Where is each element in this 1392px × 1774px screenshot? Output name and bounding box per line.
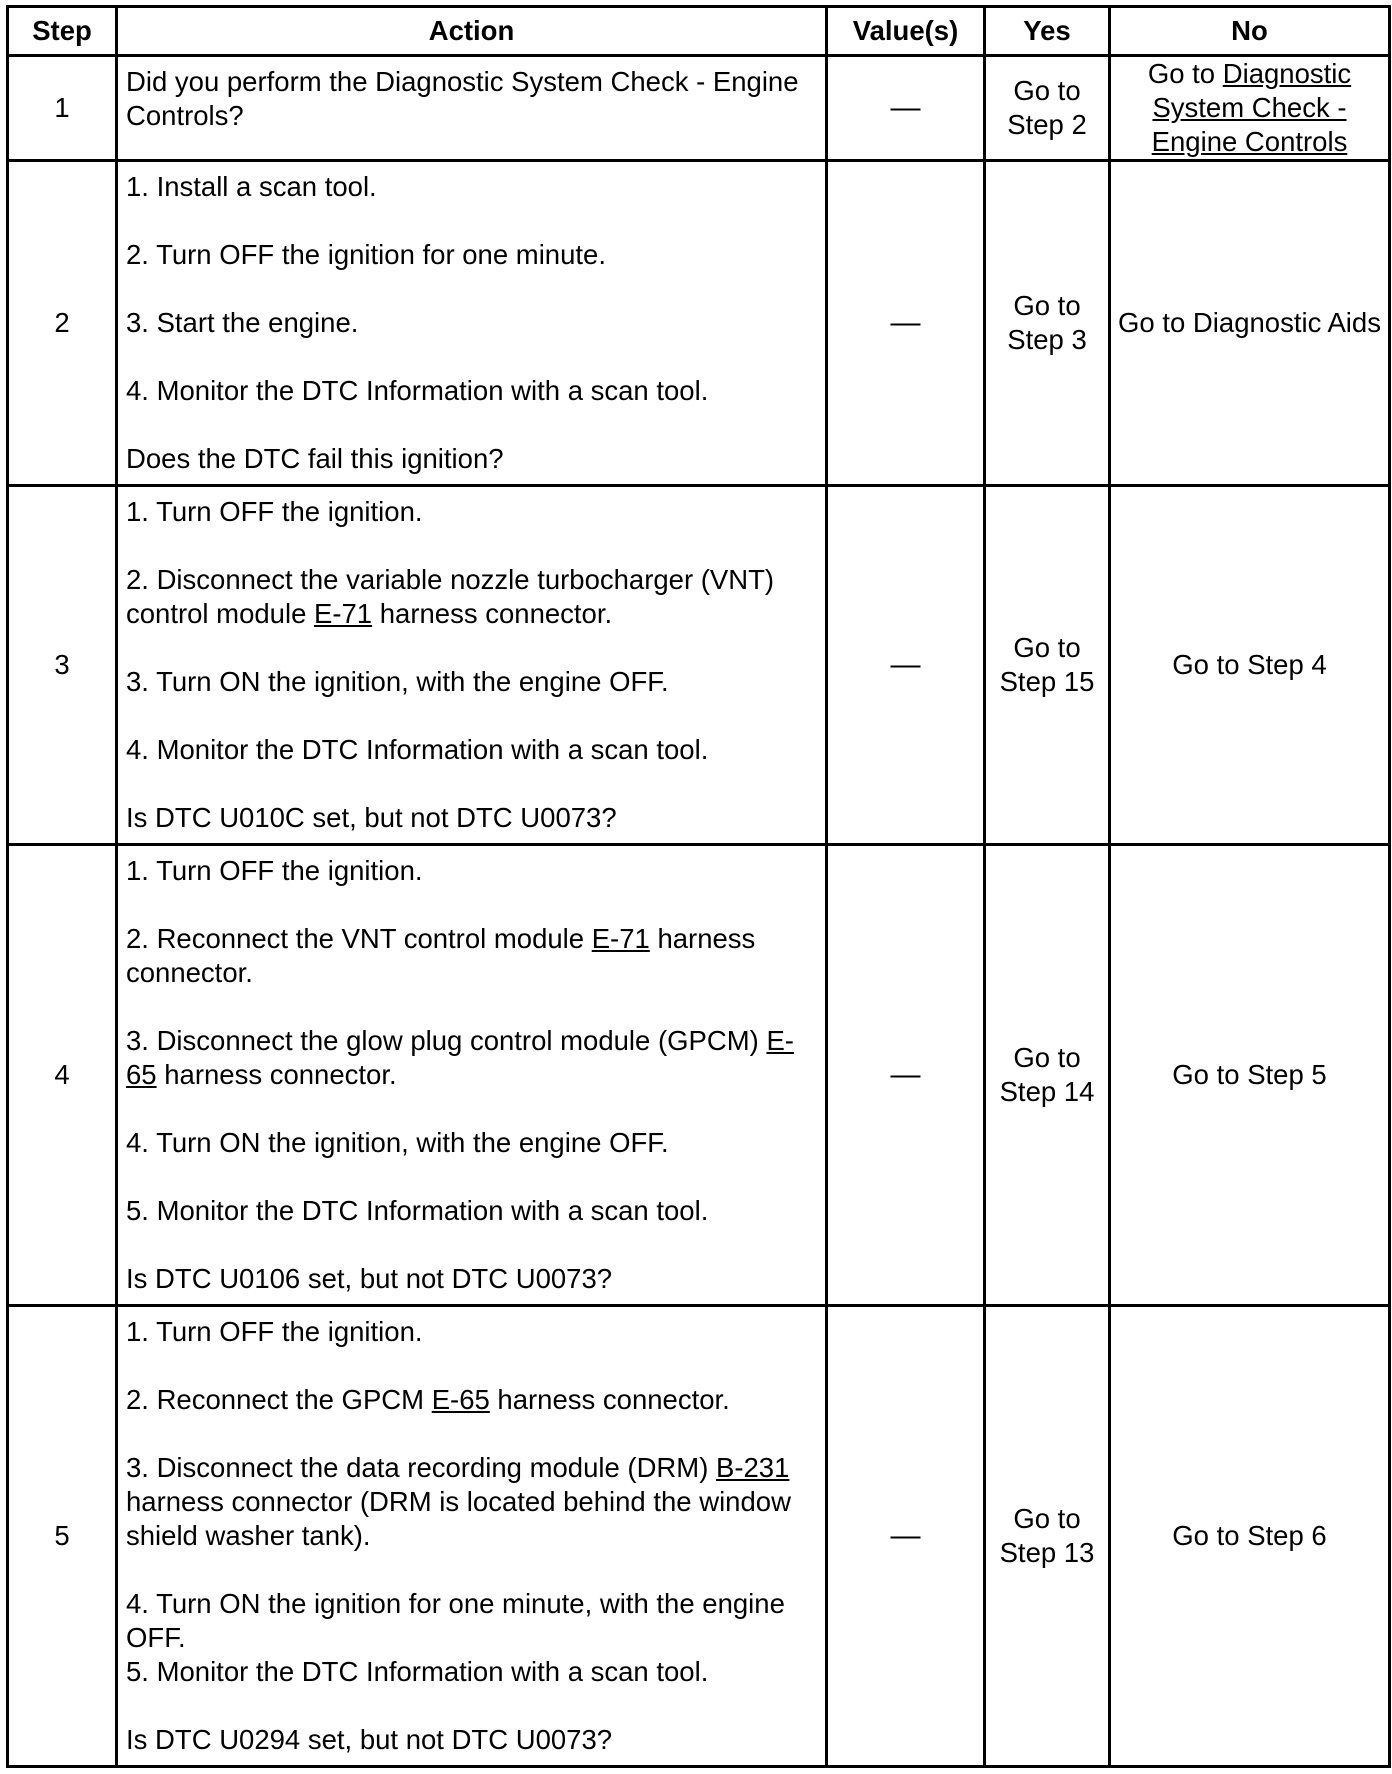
yes-cell: Go to Step 3 (985, 161, 1110, 486)
action-cell (117, 486, 827, 845)
action-text: harness connector (DRM is located behind the window shield washer tank). (126, 1486, 791, 1551)
table-row (8, 486, 1390, 845)
value-cell: — (827, 1306, 985, 1767)
no-text: Go to Step 6 (1172, 1520, 1327, 1551)
action-cell (117, 845, 827, 1306)
action-line: 1. Install a scan tool. (126, 171, 377, 202)
connector-link[interactable]: E-71 (314, 598, 373, 629)
connector-link[interactable]: E-65 (126, 1025, 794, 1090)
action-line: 1. Turn OFF the ignition. (126, 1316, 423, 1347)
table-row (8, 1306, 1390, 1767)
table-body (8, 56, 1390, 1767)
action-cell (117, 56, 827, 161)
action-line: Is DTC U0106 set, but not DTC U0073? (126, 1263, 613, 1294)
no-link[interactable]: Diagnostic System Check - Engine Controls (1151, 58, 1352, 157)
no-cell (1110, 56, 1390, 161)
value-cell: — (827, 161, 985, 486)
no-text: Go to (1147, 58, 1223, 89)
connector-link[interactable]: E-65 (431, 1384, 490, 1415)
header-yes: Yes (985, 7, 1110, 56)
action-line (126, 922, 815, 990)
action-text: harness connector. (126, 923, 756, 988)
action-line: 4. Turn ON the ignition, with the engine OFF. (126, 1127, 669, 1158)
action-line (126, 563, 815, 631)
action-text: 3. Disconnect the data recording module (DRM) (126, 1452, 716, 1483)
action-text: harness connector. (372, 598, 613, 629)
no-text: Go to Diagnostic Aids (1118, 307, 1381, 338)
action-text: 2. Disconnect the variable nozzle turbocharger (VNT) control module (126, 564, 775, 629)
no-cell (1110, 161, 1390, 486)
yes-cell: Go to Step 14 (985, 845, 1110, 1306)
action-line: 4. Turn ON the ignition for one minute, with the engine OFF. (126, 1588, 785, 1653)
action-text: 3. Disconnect the glow plug control module (GPCM) (126, 1025, 767, 1056)
header-no: No (1110, 7, 1390, 56)
step-number: 1 (8, 56, 117, 161)
table-row (8, 161, 1390, 486)
step-number: 5 (8, 1306, 117, 1767)
action-line: 5. Monitor the DTC Information with a scan tool. (126, 1656, 709, 1687)
no-cell (1110, 1306, 1390, 1767)
action-text: harness connector. (156, 1059, 397, 1090)
action-line: 1. Turn OFF the ignition. (126, 496, 423, 527)
value-cell: — (827, 845, 985, 1306)
action-line (126, 1024, 815, 1092)
yes-cell: Go to Step 15 (985, 486, 1110, 845)
yes-cell: Go to Step 13 (985, 1306, 1110, 1767)
action-line: 5. Monitor the DTC Information with a scan tool. (126, 1195, 709, 1226)
action-line (126, 1383, 815, 1417)
action-line: 2. Turn OFF the ignition for one minute. (126, 239, 606, 270)
connector-link[interactable]: E-71 (591, 923, 650, 954)
action-line: 1. Turn OFF the ignition. (126, 855, 423, 886)
diagnostic-table (6, 5, 1391, 1768)
action-line: 4. Monitor the DTC Information with a scan tool. (126, 375, 709, 406)
action-line: 4. Monitor the DTC Information with a scan tool. (126, 734, 709, 765)
action-line: 3. Start the engine. (126, 307, 359, 338)
action-line: 3. Turn ON the ignition, with the engine OFF. (126, 666, 669, 697)
step-number: 4 (8, 845, 117, 1306)
header-action: Action (117, 7, 827, 56)
action-line (126, 1451, 815, 1553)
value-cell: — (827, 486, 985, 845)
table-row (8, 845, 1390, 1306)
action-text: 2. Reconnect the VNT control module (126, 923, 592, 954)
action-text: harness connector. (489, 1384, 730, 1415)
action-line: Is DTC U0294 set, but not DTC U0073? (126, 1724, 613, 1755)
header-values: Value(s) (827, 7, 985, 56)
step-number: 3 (8, 486, 117, 845)
action-text: 2. Reconnect the GPCM (126, 1384, 432, 1415)
step-number: 2 (8, 161, 117, 486)
no-cell (1110, 486, 1390, 845)
action-line: Is DTC U010C set, but not DTC U0073? (126, 802, 617, 833)
value-cell: — (827, 56, 985, 161)
no-text: Go to Step 4 (1172, 649, 1327, 680)
yes-cell: Go to Step 2 (985, 56, 1110, 161)
action-cell (117, 161, 827, 486)
table-row (8, 56, 1390, 161)
connector-link[interactable]: B-231 (716, 1452, 790, 1483)
header-row (8, 7, 1390, 56)
action-line: Does the DTC fail this ignition? (126, 443, 504, 474)
action-cell (117, 1306, 827, 1767)
no-text: Go to Step 5 (1172, 1059, 1327, 1090)
action-line: Did you perform the Diagnostic System Check - Engine Controls? (126, 66, 799, 131)
header-step: Step (8, 7, 117, 56)
no-cell (1110, 845, 1390, 1306)
